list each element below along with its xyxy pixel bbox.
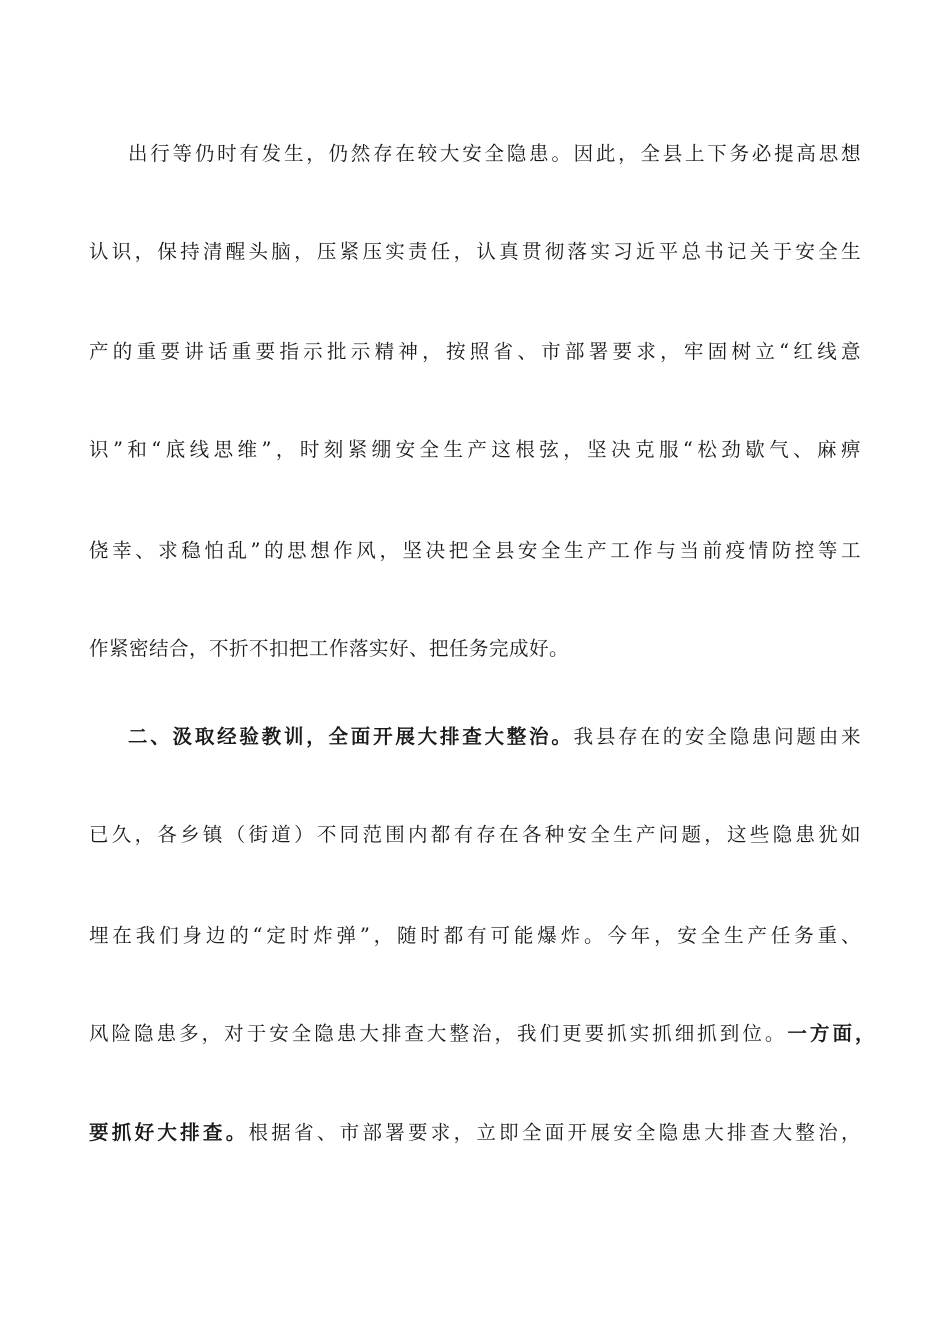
section-heading: 二、汲取经验教训，全面开展大排查大整治。 (128, 725, 574, 748)
paragraph-line: 已久，各乡镇（街道）不同范围内都有存在各种安全生产问题，这些隐患犹如 (89, 823, 861, 846)
paragraph-line: 识”和“底线思维”，时刻紧绷安全生产这根弦，坚决克服“松劲歇气、麻痹 (89, 438, 861, 461)
paragraph-line: 出行等仍时有发生，仍然存在较大安全隐患。因此，全县上下务必提高思想 (128, 142, 861, 165)
paragraph-line (89, 1019, 875, 1049)
bold-phrase: 要抓好大排查。 (89, 1121, 249, 1144)
section-text: 风险隐患多，对于安全隐患大排查大整治，我们更要抓实抓细抓到位。 (89, 1022, 788, 1045)
paragraph-line (89, 1118, 861, 1148)
paragraph-line: 作紧密结合，不折不扣把工作落实好、把任务完成好。 (89, 637, 570, 660)
bold-phrase: 一方面， (787, 1022, 875, 1045)
paragraph-line: 侥幸、求稳怕乱”的思想作风，坚决把全县安全生产工作与当前疫情防控等工 (89, 539, 861, 562)
paragraph-line: 认识，保持清醒头脑，压紧压实责任，认真贯彻落实习近平总书记关于安全生 (89, 240, 861, 263)
paragraph-line: 产的重要讲话重要指示批示精神，按照省、市部署要求，牢固树立“红线意 (89, 340, 861, 363)
paragraph-line: 埋在我们身边的“定时炸弹”，随时都有可能爆炸。今年，安全生产任务重、 (89, 924, 861, 947)
section-text: 我县存在的安全隐患问题由来 (573, 725, 861, 748)
section-text: 根据省、市部署要求，立即全面开展安全隐患大排查大整治， (248, 1121, 861, 1144)
section-heading-line (128, 722, 861, 752)
